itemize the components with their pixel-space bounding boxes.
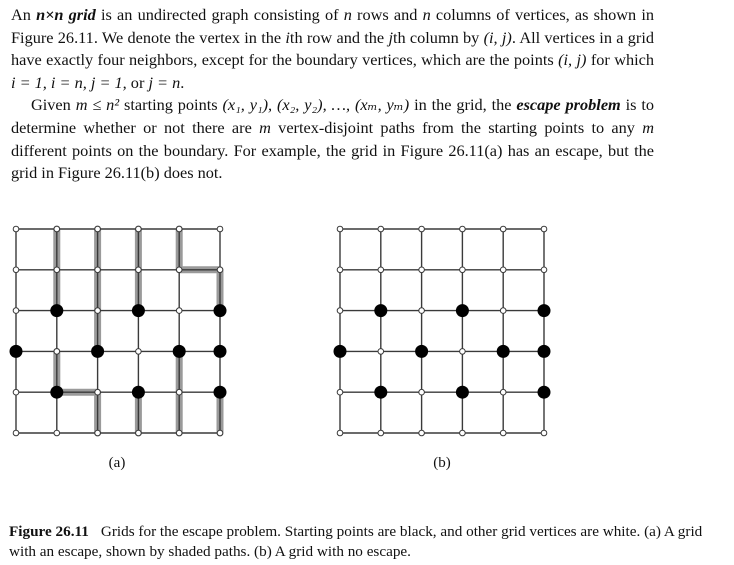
grid-vertex bbox=[13, 226, 19, 232]
start-vertex bbox=[374, 304, 387, 317]
grid-vertex bbox=[176, 308, 182, 314]
grid-vertex bbox=[500, 267, 506, 273]
start-vertex bbox=[497, 345, 510, 358]
grid-vertex bbox=[378, 267, 384, 273]
grid-vertex bbox=[378, 430, 384, 436]
start-vertex bbox=[456, 386, 469, 399]
start-vertex bbox=[50, 386, 63, 399]
grid-vertex bbox=[136, 226, 142, 232]
grid-vertex bbox=[460, 430, 466, 436]
grid-vertex bbox=[136, 349, 142, 355]
subfigure-label-a: (a) bbox=[108, 455, 126, 471]
grid-vertex bbox=[500, 226, 506, 232]
subfigure-label-b: (b) bbox=[433, 455, 451, 471]
grid-vertex bbox=[13, 308, 19, 314]
grid-vertex bbox=[337, 308, 343, 314]
start-vertex bbox=[415, 345, 428, 358]
grid-vertex bbox=[419, 226, 425, 232]
grid-vertex bbox=[337, 430, 343, 436]
figure-caption bbox=[9, 522, 729, 562]
grid-vertex bbox=[378, 226, 384, 232]
grid-vertex bbox=[460, 267, 466, 273]
grid-vertex bbox=[13, 267, 19, 273]
grid-vertex bbox=[176, 430, 182, 436]
grid-vertex bbox=[419, 430, 425, 436]
grid-vertex bbox=[460, 349, 466, 355]
grid-vertex bbox=[500, 308, 506, 314]
start-vertex bbox=[374, 386, 387, 399]
start-vertex bbox=[214, 345, 227, 358]
grid-vertex bbox=[419, 389, 425, 395]
caption-label: Figure 26.11 bbox=[9, 523, 89, 540]
grid-vertex bbox=[95, 430, 101, 436]
paragraph-2: Given m ≤ n² starting points (x₁, y₁), (x₂, y₂), …, (xₘ, yₘ) in the grid, the escape problem is to determine whether or not there are m vertex-disjoint paths from the starting points to any m different points on the boundary. For example, the grid in Figure 26.11(a) has an escape, but the grid in Figure 26.11(b) does not. bbox=[11, 95, 655, 183]
caption-text: Grids for the escape problem. Starting points are black, and other grid vertices are white. (a) A grid with an escape, shown by shaded paths. (b) A grid with no escape. bbox=[9, 523, 703, 560]
grid-a bbox=[10, 226, 227, 436]
grid-vertex bbox=[95, 389, 101, 395]
grid-vertex bbox=[217, 226, 223, 232]
start-vertex bbox=[538, 304, 551, 317]
grid-vertex bbox=[541, 226, 547, 232]
term-escape-problem: escape problem bbox=[516, 95, 621, 115]
grid-vertex bbox=[54, 226, 60, 232]
grid-vertex bbox=[541, 430, 547, 436]
start-vertex bbox=[334, 345, 347, 358]
grid-vertex bbox=[419, 267, 425, 273]
grid-vertex bbox=[176, 267, 182, 273]
grid-vertex bbox=[54, 349, 60, 355]
grid-vertex bbox=[176, 226, 182, 232]
grid-vertex bbox=[337, 267, 343, 273]
grid-vertex bbox=[378, 349, 384, 355]
grid-vertex bbox=[136, 267, 142, 273]
grid-vertex bbox=[337, 226, 343, 232]
grid-vertex bbox=[500, 430, 506, 436]
start-vertex bbox=[132, 386, 145, 399]
start-vertex bbox=[214, 386, 227, 399]
grid-vertex bbox=[136, 430, 142, 436]
start-vertex bbox=[456, 304, 469, 317]
grid-vertex bbox=[176, 389, 182, 395]
grid-b bbox=[334, 226, 551, 436]
grid-vertex bbox=[13, 430, 19, 436]
start-vertex bbox=[50, 304, 63, 317]
grid-vertex bbox=[337, 389, 343, 395]
grid-vertex bbox=[95, 267, 101, 273]
start-vertex bbox=[538, 345, 551, 358]
start-vertex bbox=[214, 304, 227, 317]
paragraph-1: An n×n grid is an undirected graph consisting of n rows and n columns of vertices, as shown in Figure 26.11. We denote the vertex in the ith row and the jth column by (i, j). All vertices in a grid have exactly four neighbors, except for the boundary vertices, which are the points (i, j) for which i = 1, i = n, j = 1, or j = n. bbox=[11, 5, 655, 92]
grid-vertex bbox=[217, 430, 223, 436]
grid-vertex bbox=[54, 267, 60, 273]
start-vertex bbox=[173, 345, 186, 358]
start-vertex bbox=[538, 386, 551, 399]
grid-vertex bbox=[13, 389, 19, 395]
grid-vertex bbox=[95, 226, 101, 232]
start-vertex bbox=[10, 345, 23, 358]
grid-vertex bbox=[541, 267, 547, 273]
grid-vertex bbox=[217, 267, 223, 273]
grid-vertex bbox=[95, 308, 101, 314]
grid-vertex bbox=[500, 389, 506, 395]
grid-vertex bbox=[419, 308, 425, 314]
grid-vertex bbox=[460, 226, 466, 232]
grid-vertex bbox=[54, 430, 60, 436]
start-vertex bbox=[91, 345, 104, 358]
start-vertex bbox=[132, 304, 145, 317]
term-grid: n×n grid bbox=[36, 5, 96, 24]
